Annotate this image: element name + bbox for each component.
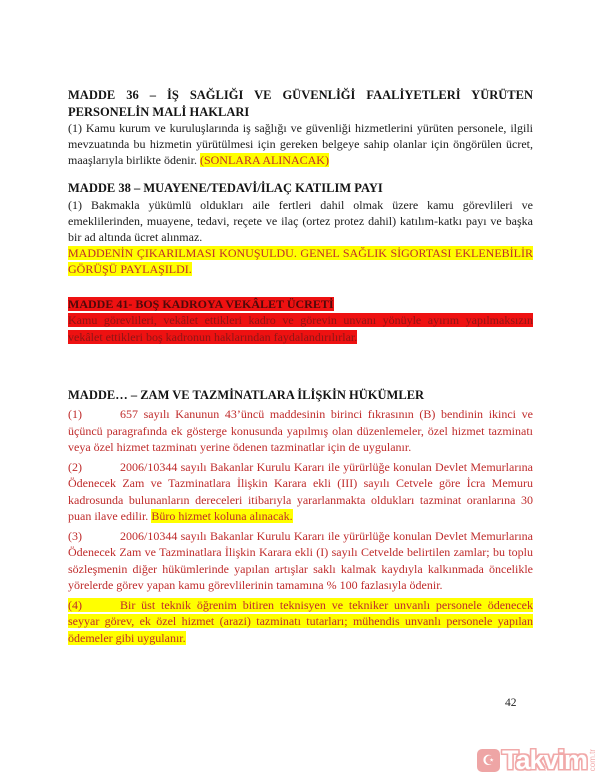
section-zam-ve-tazminatlar	[68, 387, 533, 647]
paragraph-text: Bir üst teknik öğrenim bitiren teknisyen ve tekniker unvanlı personele ödenecek seyyar görev, ek özel hizmet (arazi) tazminatı tutarları; mühendis unvanlı personele yapılan ödemeler gibi uygulanır.	[68, 597, 533, 645]
madde-41-heading	[68, 297, 533, 312]
zam-paragraph-1	[68, 406, 533, 456]
madde-38-note	[68, 245, 533, 278]
madde-41-paragraph	[68, 312, 533, 346]
zam-paragraph-2	[68, 459, 533, 525]
madde-36-heading: MADDE 36 – İŞ SAĞLIĞI VE GÜVENLİĞİ FAALİYETLERİ YÜRÜTEN PERSONELİN MALİ HAKLARI	[68, 88, 533, 119]
madde-36-body-text: (1) Kamu kurum ve kuruluşlarında iş sağlığı ve güvenliği hizmetlerini yürüten personele, ilgili mevzuatında bu hizmetin yürütülmesi için gereken belgeye sahip olanlar için öngörülen ücret, maaşlarıyla birlikte ödenir.	[68, 121, 533, 167]
paragraph-number: (3)	[68, 528, 82, 543]
takvim-logo-text: Takvim	[501, 745, 587, 775]
madde-41-red-highlight-title: MADDE 41- BOŞ KADROYA VEKÂLET ÜCRETİ	[68, 296, 334, 311]
paragraph-text: 2006/10344 sayılı Bakanlar Kurulu Kararı ile yürürlüğe konulan Devlet Memurlarına Ödenecek Zam ve Tazminatlara İlişkin Karara ekli (III) sayılı Cetvele göre İcra Memuru kadrosunda bulunanların dereceleri itibarıyla yararlanmakta oldukları tazminat oranlarına 30 puan ilave edilir.	[68, 459, 533, 523]
madde-38-paragraph: (1) Bakmakla yükümlü oldukları aile fertleri dahil olmak üzere kamu görevlileri ve emeklilerinden, muayene, tedavi, reçete ve ilaç (ortez protez dahil) katılım-katkı payı ve başka bir ad altında ücret alınmaz.	[68, 197, 533, 244]
takvim-watermark	[477, 745, 597, 776]
section-madde-36	[68, 87, 533, 168]
madde-36-paragraph	[68, 120, 533, 168]
paragraph-text: 2006/10344 sayılı Bakanlar Kurulu Kararı ile yürürlüğe konulan Devlet Memurlarına Ödenecek Zam ve Tazminatlara İlişkin Karara ekli (I) sayılı Cetvelde belirtilen zamlar; bu toplu sözleşmenin diğer hükümlerinde yapılan artışlar saklı kalmak kaydıyla kalkınmada öncelikle yörelerde görev yapan kamu görevlilerinin tamamına % 100 fazlasıyla ödenir.	[68, 528, 533, 592]
zam-paragraph-2-yellow-highlight: Büro hizmet koluna alınacak.	[151, 509, 293, 523]
paragraph-number: (1)	[68, 407, 82, 421]
document-content	[68, 87, 533, 646]
section-madde-38	[68, 180, 533, 278]
zam-paragraph-3	[68, 528, 533, 594]
paragraph-number: (4)	[68, 597, 82, 612]
page-number: 42	[505, 697, 517, 709]
crescent-star-glyph: ☪	[482, 752, 495, 769]
madde-38-yellow-highlight: MADDENİN ÇIKARILMASI KONUŞULDU. GENEL SAĞLIK SİGORTASI EKLENEBİLİR GÖRÜŞÜ PAYLAŞILDI.	[68, 245, 533, 276]
paragraph-text: 657 sayılı Kanunun 43’üncü maddesinin birinci fıkrasının (B) bendinin ikinci ve üçüncü paragrafında ek gösterge konusunda yapılmış olan düzenlemeler, özel hizmet tazminatı veya özel hizmet tazminatı yerine ödenen tazminatlar için de uygulanır.	[68, 407, 533, 454]
madde-41-red-highlight-body: Kamu görevlileri, vekâlet ettikleri kadro ve görevin unvanı yönüyle ayırım yapılmaksızın vekâlet ettikleri boş kadronun haklarından faydalandırılırlar.	[68, 312, 533, 344]
section-madde-41	[68, 297, 533, 346]
paragraph-number: (2)	[68, 459, 82, 474]
madde-36-yellow-highlight: (SONLARA ALINACAK)	[199, 153, 329, 167]
zam-paragraph-4-yellow-highlight	[68, 598, 533, 645]
takvim-domain-text: com.tr	[588, 749, 597, 772]
crescent-star-icon	[477, 749, 500, 772]
zam-heading: MADDE… – ZAM VE TAZMİNATLARA İLİŞKİN HÜKÜMLER	[68, 387, 425, 402]
madde-38-heading: MADDE 38 – MUAYENE/TEDAVİ/İLAÇ KATILIM PAYI	[68, 181, 383, 195]
zam-paragraph-4	[68, 597, 533, 647]
